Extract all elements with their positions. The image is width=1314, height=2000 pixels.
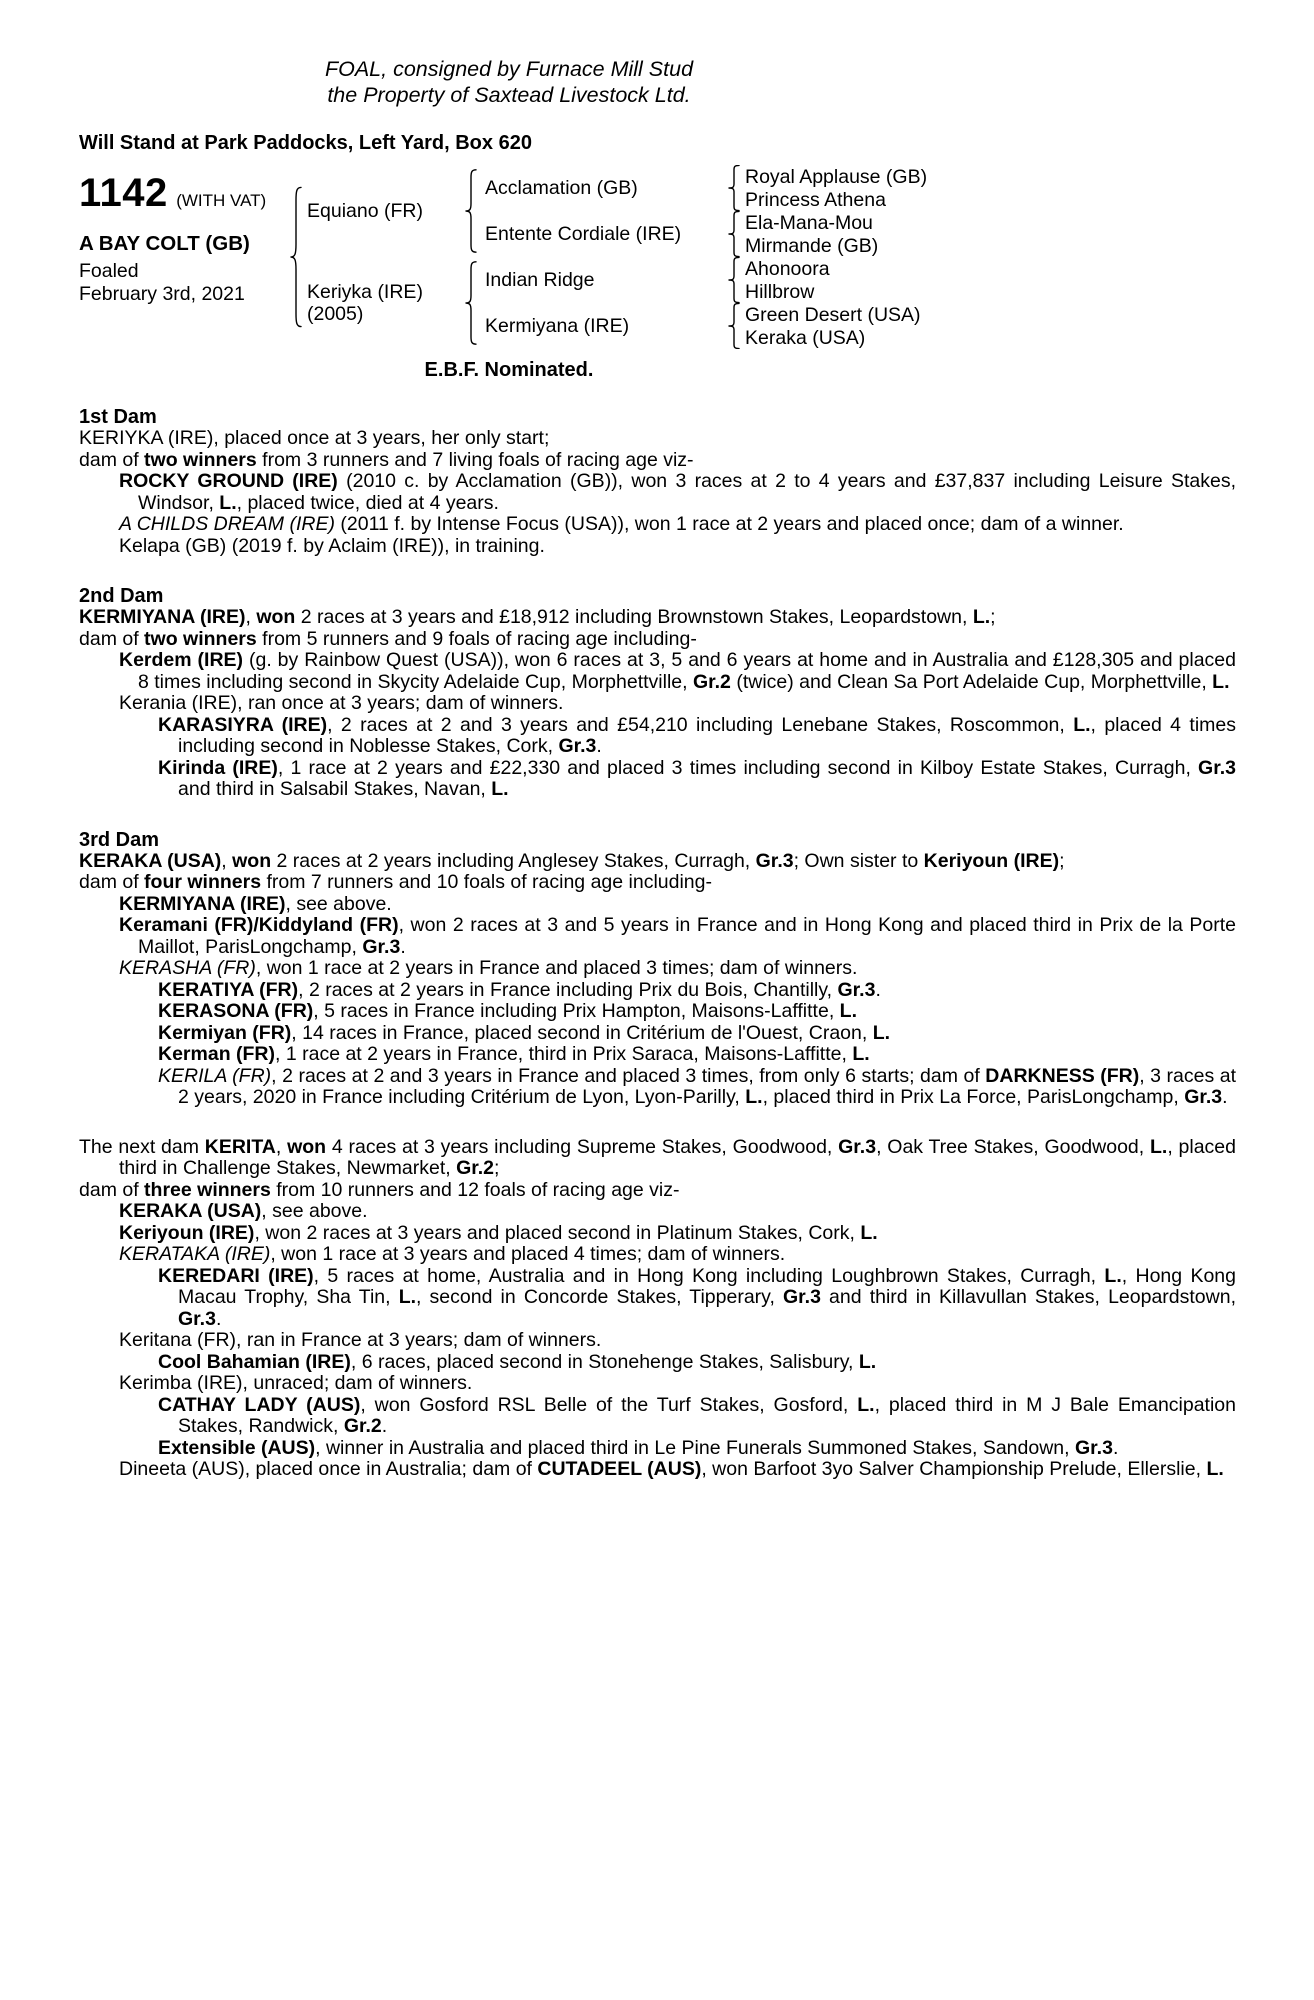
lot-number: 1142 [79, 171, 168, 215]
text-run: , placed third in Prix La Force, ParisLongchamp, [762, 1086, 1185, 1108]
text-run: Gr.3 [1184, 1086, 1223, 1108]
text-run: two winners [144, 448, 257, 471]
pedigree-paragraph [79, 1201, 1236, 1223]
great-grandparent-name: Green Desert (USA) [745, 303, 921, 326]
text-run: from 5 runners and 9 foals of racing age including- [256, 627, 697, 650]
consignment-header [79, 56, 939, 108]
sire-cell [307, 200, 457, 222]
text-run: , placed third in Challenge Stakes, Newmarket, [119, 1135, 1236, 1179]
text-run: L. [219, 491, 237, 514]
foaled-date: February 3rd, 2021 [79, 282, 245, 305]
pedigree-paragraph [79, 1352, 1236, 1374]
text-run: . [381, 1415, 388, 1437]
text-run: L. [1073, 713, 1091, 736]
brace-icon [723, 257, 745, 303]
text-run: , [221, 849, 233, 872]
pedigree-paragraph [79, 693, 1236, 715]
text-run: L. [860, 1221, 878, 1244]
text-run: (2010 c. by Acclamation (GB)), won 3 races at 2 to 4 years and £37,837 including Leisure Stakes, Windsor, [138, 470, 1237, 514]
sire-name: Equiano (FR) [307, 200, 423, 222]
brace-icon [457, 165, 485, 257]
text-run: KEREDARI (IRE) [158, 1264, 314, 1287]
text-run: , 3 races at 2 years, 2020 in France including Critérium de Lyon, Lyon-Parilly, [178, 1064, 1237, 1108]
text-run: Keriyoun (IRE) [923, 849, 1060, 872]
text-run: 2 races at 3 years and £18,912 including Brownstown Stakes, Leopardstown, [295, 606, 973, 628]
grandparent-name: Entente Cordiale (IRE) [485, 223, 682, 245]
text-run: KERASHA (FR) [119, 957, 256, 979]
text-run: L. [745, 1086, 763, 1108]
text-run: KERILA (FR) [158, 1064, 272, 1087]
text-run: L. [839, 1000, 858, 1022]
dam-section [79, 829, 1236, 1109]
pedigree-paragraph [79, 915, 1236, 958]
grandparent-name: Acclamation (GB) [485, 177, 638, 199]
great-grandparent-name: Ela-Mana-Mou [745, 211, 873, 234]
great-grandparent-name: Ahonoora [745, 257, 830, 280]
pedigree-paragraph [79, 894, 1236, 916]
text-run: dam of [79, 448, 145, 471]
text-run: (twice) and Clean Sa Port Adelaide Cup, Morphettville, [730, 670, 1213, 693]
text-run: KERATIYA (FR) [158, 978, 299, 1001]
pedigree-paragraph [79, 1330, 1236, 1352]
text-run: Kelapa (GB) (2019 f. by Aclaim (IRE)), in training. [119, 534, 545, 557]
property-line: the Property of Saxtead Livestock Ltd. [327, 83, 691, 107]
text-run: Gr.3 [1074, 1436, 1113, 1459]
text-run: dam of [79, 627, 145, 650]
text-run: KERATAKA (IRE) [119, 1243, 271, 1265]
text-run: (g. by Rainbow Quest (USA)), won 6 races at 3, 5 and 6 years at home and in Australia and £128,305 and placed 8 times including second in Skycity Adelaide Cup, Morphettville, [138, 649, 1236, 693]
pedigree-paragraph [79, 514, 1236, 536]
pedigree-paragraph [79, 1223, 1236, 1245]
text-run: , second in Concorde Stakes, Tipperary, [416, 1286, 783, 1308]
text-run: , see above. [261, 1200, 368, 1222]
text-run: , placed third in M J Bale Emancipation Stakes, Randwick, [178, 1393, 1237, 1437]
text-run: , [245, 606, 257, 628]
text-run: dam of [79, 1178, 145, 1201]
pedigree-paragraph [79, 1373, 1236, 1395]
text-run: three winners [144, 1178, 271, 1201]
text-run: L. [972, 606, 991, 628]
pedigree-paragraph [79, 1438, 1236, 1460]
pedigree-paragraph [79, 1044, 1236, 1066]
text-run: L. [1206, 1458, 1224, 1480]
text-run: Gr.2 [692, 670, 731, 693]
text-run: dam of [79, 871, 145, 893]
pedigree-paragraph [79, 1180, 1236, 1202]
text-run: CATHAY LADY (AUS) [158, 1393, 361, 1416]
text-run: won [287, 1135, 327, 1158]
text-run: Cool Bahamian (IRE) [158, 1350, 351, 1373]
text-run: two winners [144, 627, 257, 650]
text-run: and third in Killavullan Stakes, Leopardstown, [820, 1286, 1236, 1308]
colt-description: A BAY COLT (GB) [79, 232, 250, 255]
dam-section [79, 406, 1236, 557]
dam-year: (2005) [307, 303, 364, 325]
pedigree-paragraph [79, 607, 1236, 629]
dam-cell [307, 281, 457, 325]
pedigree-paragraph [79, 1023, 1236, 1045]
grandparent-name: Kermiyana (IRE) [485, 315, 630, 337]
text-run: , 14 races in France, placed second in Critérium de l'Ouest, Craon, [291, 1021, 873, 1044]
text-run: , won Gosford RSL Belle of the Turf Stakes, Gosford, [360, 1393, 858, 1416]
section-heading: 1st Dam [79, 406, 157, 428]
text-run: The next dam [79, 1135, 205, 1158]
pedigree-paragraph [79, 1244, 1236, 1266]
pedigree-paragraph [79, 958, 1236, 980]
text-run: , 5 races in France including Prix Hampton, Maisons-Laffitte, [313, 1000, 840, 1022]
text-run: , 6 races, placed second in Stonehenge Stakes, Salisbury, [350, 1350, 859, 1373]
lot-block [79, 165, 285, 349]
text-run: L. [858, 1350, 877, 1373]
text-run: KERMIYANA (IRE) [79, 606, 246, 628]
text-run: , [275, 1135, 288, 1158]
text-run: , won 2 races at 3 and 5 years in France and in Hong Kong and placed third in Prix de la Porte Maillot, ParisLongchamp, [138, 914, 1237, 958]
pedigree-paragraph [79, 715, 1236, 758]
text-run: 2 races at 2 years including Anglesey Stakes, Curragh, [271, 849, 756, 872]
text-run: , 5 races at home, Australia and in Hong Kong including Loughbrown Stakes, Curragh, [313, 1264, 1105, 1287]
text-run: KARASIYRA (IRE) [158, 713, 328, 736]
text-run: Kerania (IRE), ran once at 3 years; dam of winners. [119, 692, 564, 714]
text-run: 4 races at 3 years including Supreme Stakes, Goodwood, [326, 1135, 839, 1158]
great-grandparent-name: Hillbrow [745, 280, 815, 303]
pedigree-paragraph [79, 536, 1236, 558]
text-run: . [1222, 1086, 1228, 1108]
text-run: Kerimba (IRE), unraced; dam of winners. [119, 1372, 473, 1394]
great-grandparent-name: Princess Athena [745, 188, 886, 211]
text-run: , won 2 races at 3 years and placed second in Platinum Stakes, Cork, [254, 1221, 861, 1244]
text-run: Gr.3 [755, 849, 794, 872]
text-run: , winner in Australia and placed third in Le Pine Funerals Summoned Stakes, Sandown, [315, 1436, 1075, 1459]
text-run: . [1112, 1436, 1119, 1459]
great-grandparent-name: Keraka (USA) [745, 326, 866, 349]
pedigree-paragraph [79, 1459, 1236, 1481]
text-run: Gr.3 [1198, 756, 1236, 779]
text-run: ; [1059, 849, 1065, 872]
grandparent-name: Indian Ridge [485, 269, 595, 291]
text-run: , 1 race at 2 years and £22,330 and placed 3 times including second in Kilboy Estate Stakes, Curragh, [277, 756, 1199, 779]
text-run: Gr.3 [178, 1307, 216, 1330]
pedigree-paragraph [79, 428, 1236, 450]
pedigree-paragraph [79, 1137, 1236, 1180]
text-run: Gr.3 [558, 735, 597, 757]
text-run: KERAKA (USA) [79, 849, 222, 872]
vat-note: (WITH VAT) [176, 191, 267, 210]
text-run: , 2 races at 2 years in France including Prix du Bois, Chantilly, [298, 978, 838, 1001]
text-run: Gr.3 [837, 978, 876, 1001]
text-run: Extensible (AUS) [158, 1436, 316, 1459]
pedigree-paragraph [79, 1066, 1236, 1109]
text-run: Keritana (FR), ran in France at 3 years; dam of winners. [119, 1329, 602, 1351]
text-run: four winners [144, 871, 262, 893]
text-run: ; [990, 606, 996, 628]
text-run: Dineeta (AUS), placed once in Australia; dam of [119, 1458, 538, 1480]
ebf-nominated: E.B.F. Nominated. [424, 359, 594, 381]
text-run: L. [857, 1393, 875, 1416]
pedigree-paragraph [79, 980, 1236, 1002]
foaled-label: Foaled [79, 260, 139, 282]
text-run: Gr.2 [343, 1415, 382, 1437]
pedigree-paragraph [79, 629, 1236, 651]
text-run: ; [494, 1157, 500, 1179]
brace-icon [457, 257, 485, 349]
pedigree-paragraph [79, 851, 1236, 873]
text-run: Kermiyan (FR) [158, 1021, 292, 1044]
text-run: . [596, 735, 602, 757]
text-run: A CHILDS DREAM (IRE) [119, 513, 335, 535]
dam-section [79, 1137, 1236, 1481]
lot-line [79, 171, 285, 216]
text-run: KERITA [204, 1135, 276, 1158]
text-run: , 1 race at 2 years in France, third in Prix Saraca, Maisons-Laffitte, [275, 1043, 853, 1065]
text-run: won [256, 606, 296, 628]
stand-location: Will Stand at Park Paddocks, Left Yard, Box 620 [79, 132, 532, 154]
text-run: , 2 races at 2 and 3 years in France and placed 3 times, from only 6 starts; dam of [271, 1064, 986, 1087]
pedigree-paragraph [79, 1266, 1236, 1331]
section-heading: 3rd Dam [79, 828, 160, 851]
text-run: . [875, 978, 881, 1001]
section-heading: 2nd Dam [79, 585, 164, 607]
pedigree-paragraph [79, 450, 1236, 472]
pedigree-block [79, 165, 1236, 349]
text-run: Kerman (FR) [158, 1043, 276, 1065]
text-run: L. [398, 1286, 417, 1308]
pedigree-paragraph [79, 1395, 1236, 1438]
text-run: , 2 races at 2 and 3 years and £54,210 including Lenebane Stakes, Roscommon, [327, 713, 1074, 736]
text-run: , see above. [285, 892, 392, 915]
dam-name: Keriyka (IRE) [307, 281, 423, 303]
text-run: KERASONA (FR) [158, 1000, 314, 1022]
text-run: Keramani (FR)/Kiddyland (FR) [119, 914, 399, 936]
text-run: , Hong Kong Macau Trophy, Sha Tin, [178, 1264, 1236, 1308]
brace-icon [723, 165, 745, 211]
text-run: L. [1212, 670, 1230, 693]
text-run: , won 1 race at 2 years in France and placed 3 times; dam of winners. [255, 957, 858, 979]
text-run: , placed twice, died at 4 years. [236, 491, 499, 514]
text-run: , Oak Tree Stakes, Goodwood, [876, 1135, 1150, 1158]
great-grandparent-name: Mirmande (GB) [745, 234, 879, 257]
text-run: . [215, 1307, 222, 1330]
brace-icon [723, 303, 745, 349]
pedigree-paragraph [79, 872, 1236, 894]
text-run: L. [1104, 1264, 1122, 1287]
text-run: L. [872, 1021, 891, 1044]
text-run: ; Own sister to [793, 849, 924, 872]
text-run: , placed 4 times including second in Noblesse Stakes, Cork, [178, 713, 1236, 757]
great-grandparent-name: Royal Applause (GB) [745, 165, 928, 188]
pedigree-paragraph [79, 1001, 1236, 1023]
text-run: ROCKY GROUND (IRE) [119, 470, 338, 492]
pedigree-paragraph [79, 471, 1236, 514]
text-run: L. [852, 1043, 870, 1065]
text-run: from 7 runners and 10 foals of racing age including- [261, 871, 712, 893]
text-run: Gr.3 [838, 1135, 877, 1158]
text-run: KERIYKA (IRE), placed once at 3 years, her only start; [79, 427, 550, 449]
text-run: from 10 runners and 12 foals of racing age viz- [270, 1178, 680, 1201]
consignor-line: FOAL, consigned by Furnace Mill Stud [324, 57, 694, 81]
dam-section [79, 585, 1236, 801]
pedigree-text [79, 406, 1236, 1481]
pedigree-table [285, 165, 1236, 349]
text-run: Gr.3 [362, 935, 401, 958]
text-run: Kerdem (IRE) [119, 649, 244, 671]
text-run: DARKNESS (FR) [985, 1064, 1140, 1087]
text-run: KERMIYANA (IRE) [119, 892, 286, 915]
text-run: . [400, 935, 406, 958]
pedigree-paragraph [79, 650, 1236, 693]
text-run: and third in Salsabil Stakes, Navan, [178, 778, 492, 800]
text-run: Gr.2 [456, 1157, 495, 1179]
text-run: KERAKA (USA) [119, 1200, 262, 1222]
text-run: , won Barfoot 3yo Salver Championship Prelude, Ellerslie, [701, 1458, 1207, 1480]
text-run: L. [491, 778, 509, 800]
text-run: Keriyoun (IRE) [119, 1221, 255, 1244]
pedigree-paragraph [79, 758, 1236, 801]
text-run: won [232, 849, 272, 872]
brace-icon [723, 211, 745, 257]
text-run: , won 1 race at 3 years and placed 4 times; dam of winners. [270, 1243, 786, 1265]
text-run: Gr.3 [783, 1286, 821, 1308]
text-run: L. [1149, 1135, 1168, 1158]
brace-icon [285, 165, 307, 349]
text-run: from 3 runners and 7 living foals of racing age viz- [256, 448, 694, 471]
text-run: (2011 f. by Intense Focus (USA)), won 1 race at 2 years and placed once; dam of a winner. [334, 513, 1124, 535]
text-run: Kirinda (IRE) [158, 756, 278, 779]
text-run: CUTADEEL (AUS) [537, 1458, 702, 1480]
